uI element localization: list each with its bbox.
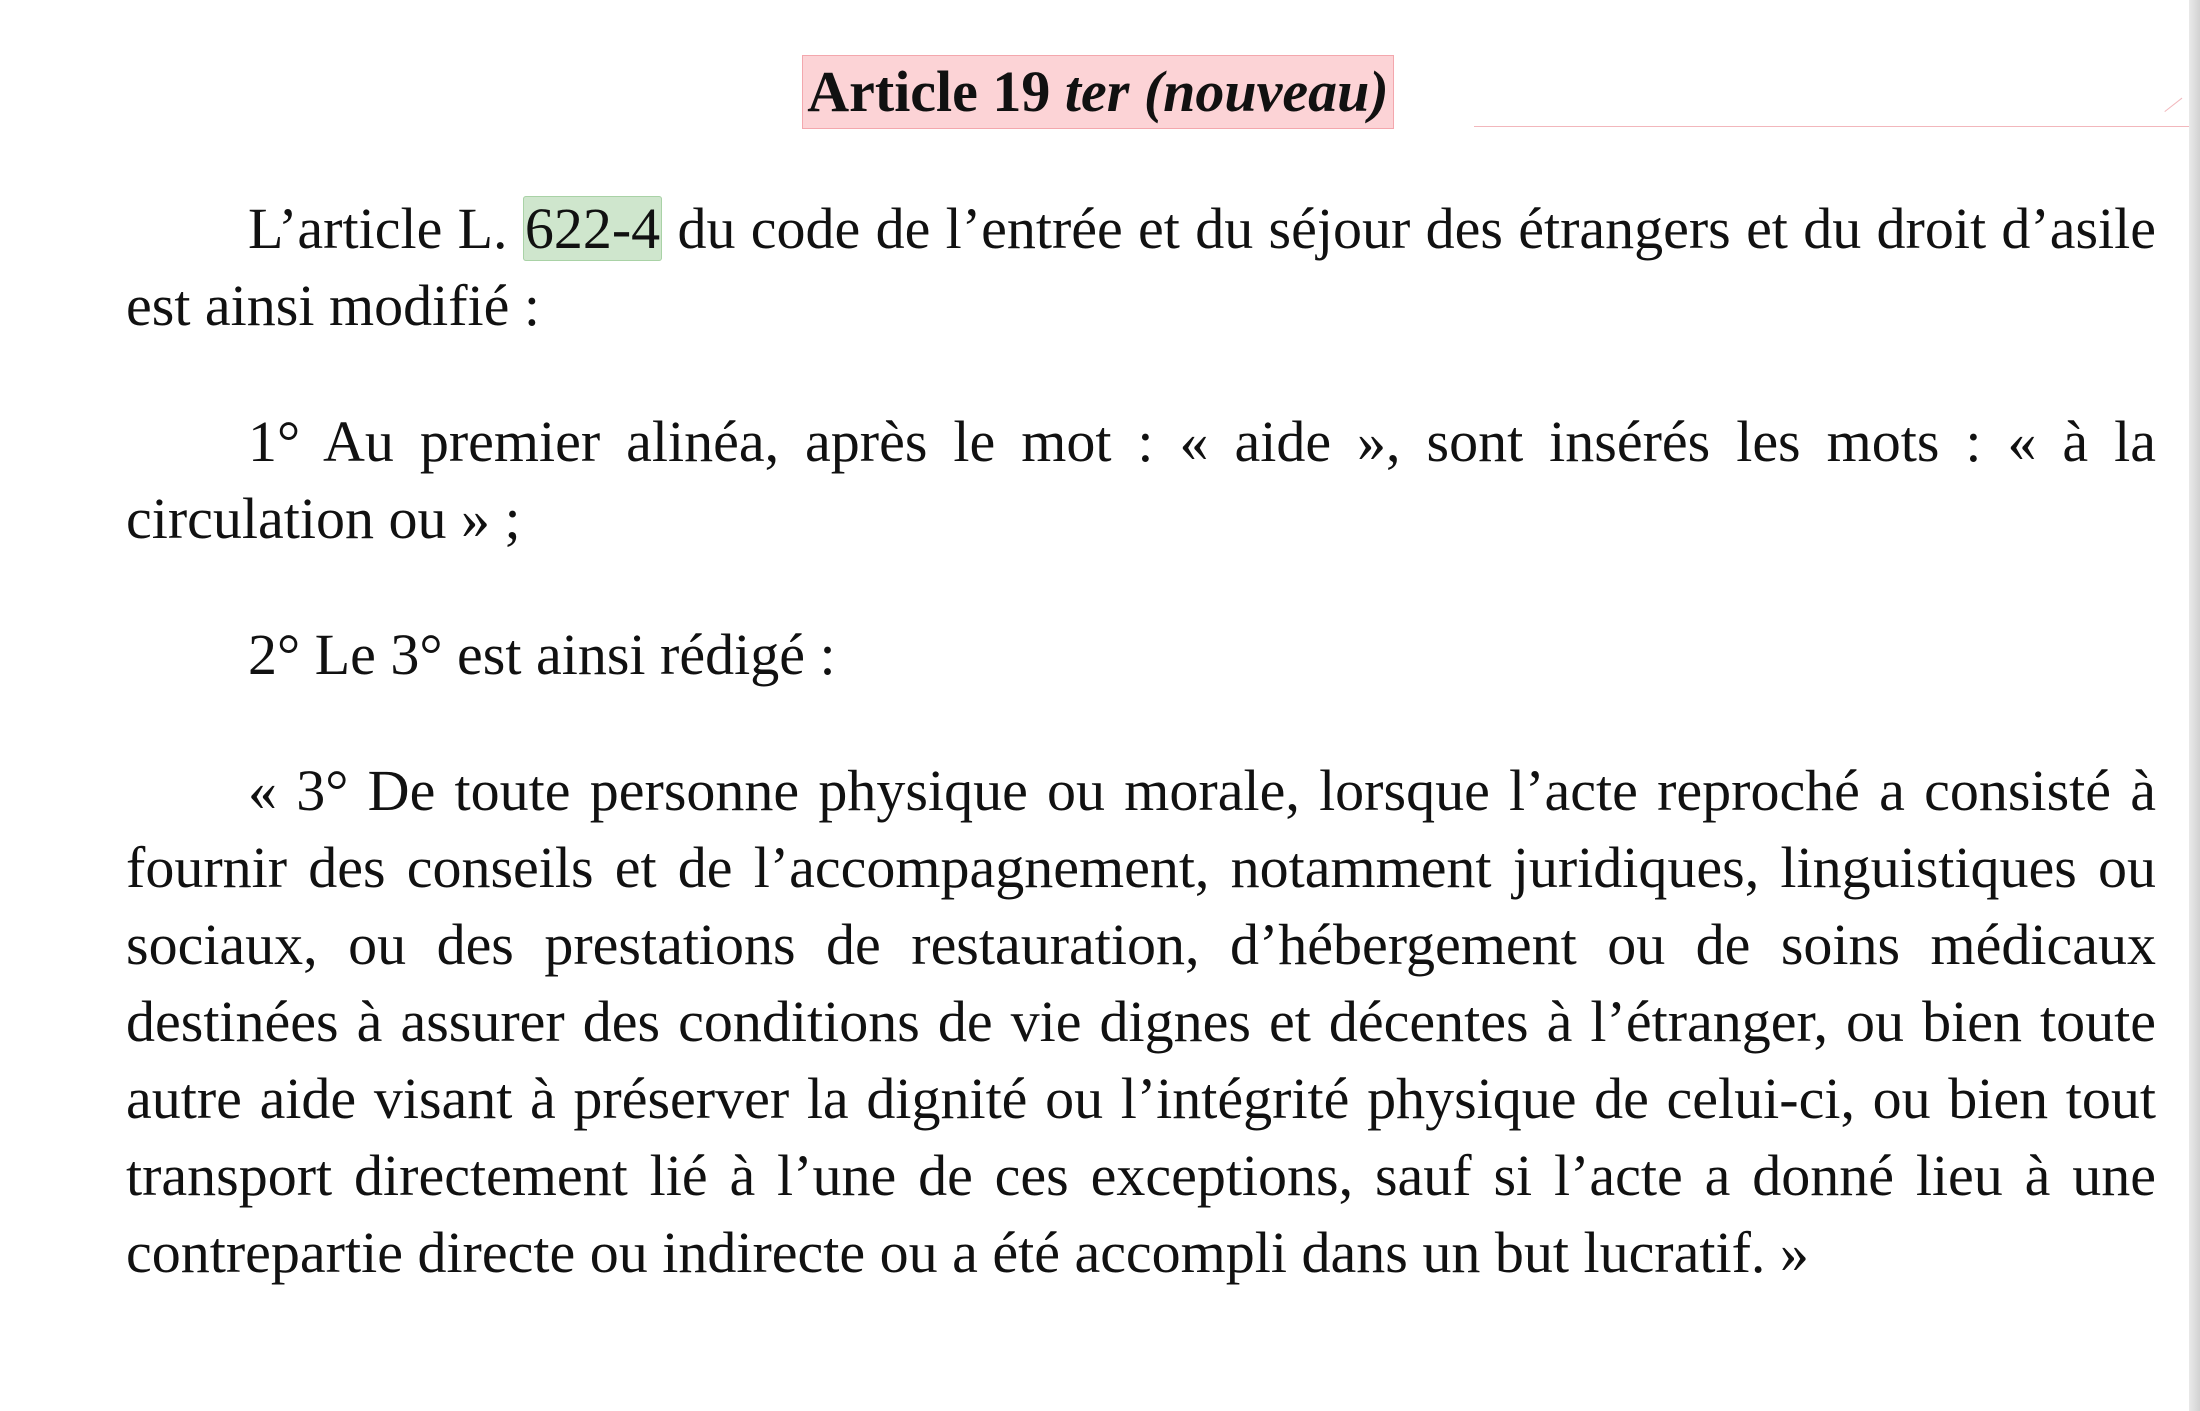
- article-title-italic: ter (nouveau): [1064, 59, 1389, 124]
- article-body: [126, 190, 2156, 1350]
- article-title[interactable]: [802, 55, 1394, 129]
- page-edge: [2189, 0, 2200, 1411]
- intro-after: du code de l’entrée et du séjour des étrangers et du droit d’asile est ainsi modifié :: [126, 196, 2156, 338]
- item-2-paragraph: 2° Le 3° est ainsi rédigé :: [248, 622, 836, 687]
- item-1-paragraph: 1° Au premier alinéa, après le mot : « aide », sont insérés les mots : « à la circulation ou » ;: [126, 409, 2156, 551]
- article-heading: [0, 55, 2200, 129]
- intro-paragraph: [126, 190, 2156, 344]
- comment-highlight[interactable]: 622-4: [524, 196, 661, 261]
- article-title-bold: Article 19: [807, 59, 1065, 124]
- item-3-paragraph: « 3° De toute personne physique ou morale, lorsque l’acte reproché a consisté à fournir des conseils et de l’accompagnement, notamment juridiques, linguistiques ou sociaux, ou des prestations de restauration, d’hébergement ou de soins médicaux destinées à assurer des conditions de vie dignes et décentes à l’étranger, ou bien toute autre aide visant à préserver la dignité ou l’intégrité physique de celui-ci, ou bien tout transport directement lié à l’une de ces exceptions, sauf si l’acte a donné lieu à une contrepartie directe ou indirecte ou a été accompli dans un but lucratif. »: [126, 758, 2156, 1285]
- intro-before: L’article L.: [248, 196, 523, 261]
- tracked-change-connector: [1474, 126, 2189, 127]
